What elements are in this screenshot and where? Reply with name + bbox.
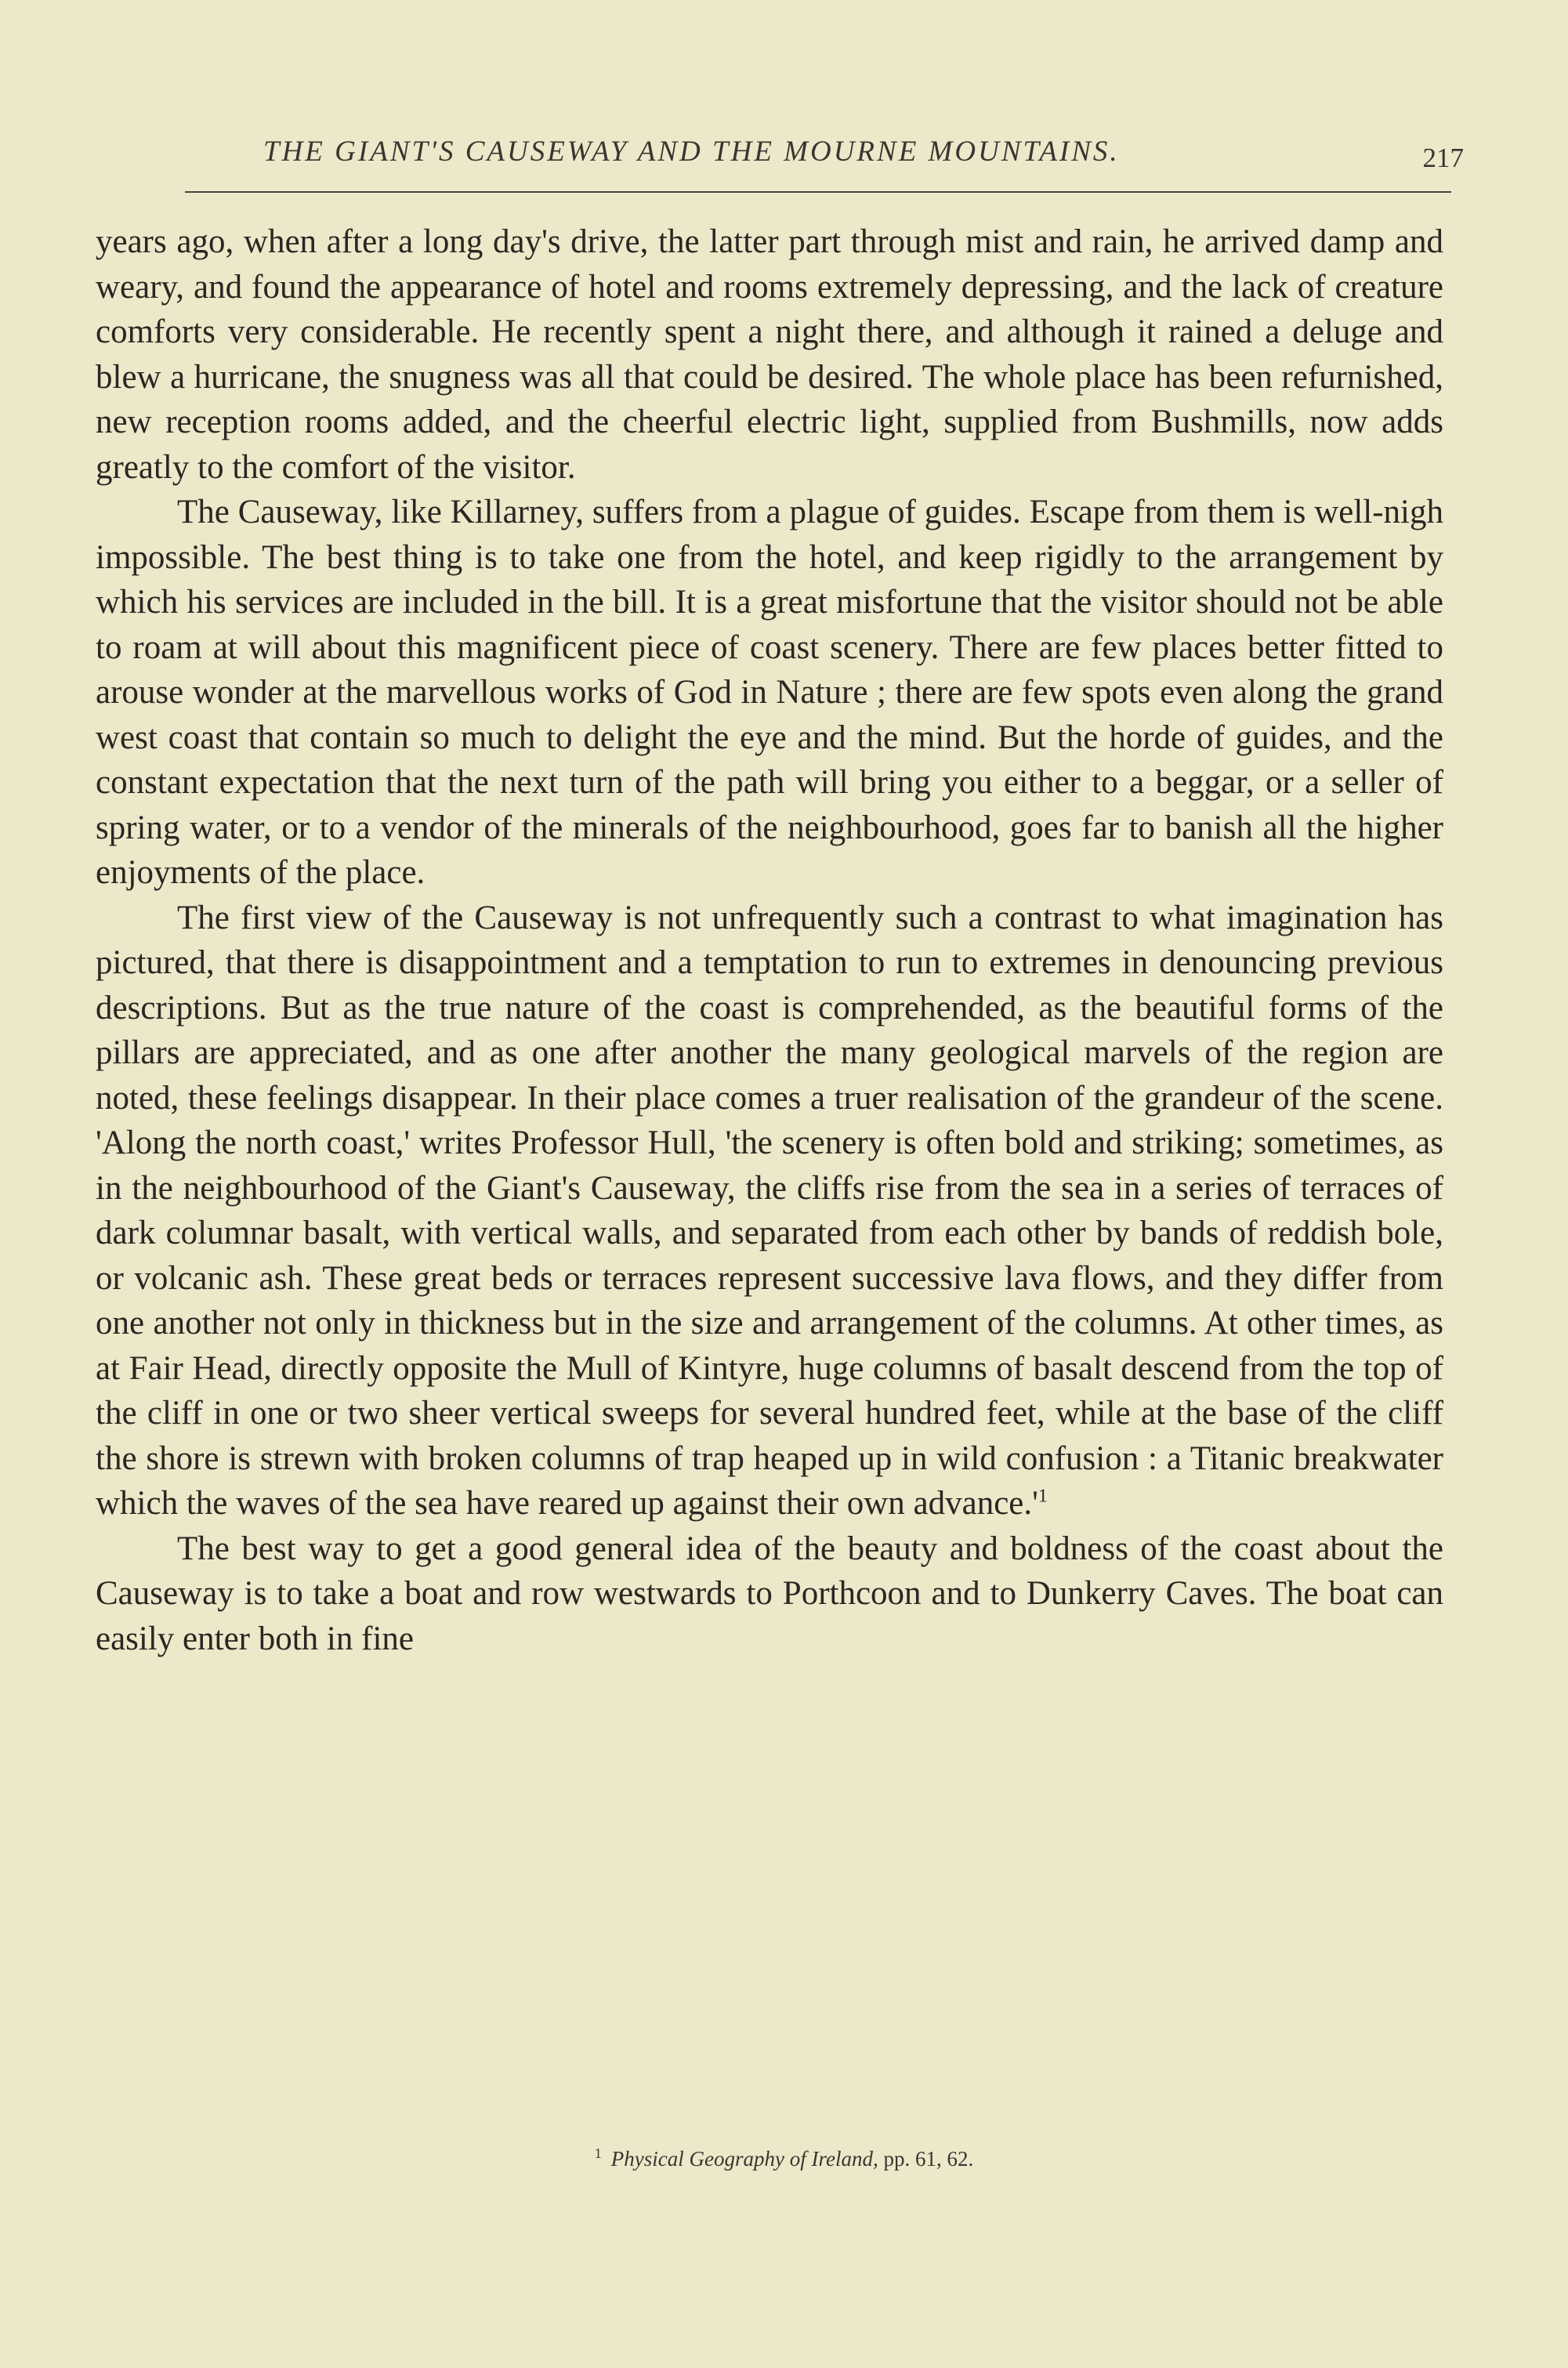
paragraph-text: The first view of the Causeway is not unfrequently such a contrast to what imagination has pictured, that there is disappointment and a temptation to run to extremes in denouncing previous descriptions. But as the true nature of the coast is comprehended, as the beautiful forms of the pillars are appreciated, and as one after another the many geological marvels of the region are noted, these feelings disappear. In their place comes a truer realisation of the grandeur of the scene. 'Along the north coast,' writes Professor Hull, 'the scenery is often bold and striking; sometimes, as in the neighbourhood of the Giant's Causeway, the cliffs rise from the sea in a series of terraces of dark columnar basalt, with vertical walls, and separated from each other by bands of reddish bole, or volcanic ash. These great beds or terraces represent successive lava flows, and they differ from one another not only in thickness but in the size and arrangement of the columns. At other times, as at Fair Head, directly opposite the Mull of Kintyre, huge columns of basalt descend from the top of the cliff in one or two sheer vertical sweeps for several hundred feet, while at the base of the cliff the shore is strewn with broken columns of trap heaped up in wild confusion : a Titanic breakwater which the waves of the sea have reared up against their own advance.' (96, 899, 1443, 1522)
paragraph-text: The best way to get a good general idea of the beauty and boldness of the coast about the Causeway is to take a boat and row westwards to Porthcoon and to Dunkerry Caves. The boat can easily enter both in fine (96, 1530, 1443, 1657)
paragraph-guides (96, 490, 1443, 896)
body-text (96, 219, 1443, 1661)
running-title: THE GIANT'S CAUSEWAY AND THE MOURNE MOUNTAINS. (263, 136, 1120, 168)
header-rule (185, 191, 1451, 193)
running-head (185, 135, 1548, 182)
paragraph-continued (96, 219, 1443, 490)
page-number: 217 (1422, 143, 1464, 173)
paragraph-first-view (96, 896, 1443, 1526)
paragraph-text: The Causeway, like Killarney, suffers from a plague of guides. Escape from them is well-nigh impossible. The best thing is to take one from the hotel, and keep rigidly to the arrangement by which his services are included in the bill. It is a great misfortune that the visitor should not be able to roam at will about this magnificent piece of coast scenery. There are few places better fitted to arouse wonder at the marvellous works of God in Nature ; there are few spots even along the grand west coast that contain so much to delight the eye and the mind. But the horde of guides, and the constant expectation that the next turn of the path will bring you either to a beggar, or a seller of spring water, or to a vendor of the minerals of the neighbourhood, goes far to banish all the higher enjoyments of the place. (96, 494, 1443, 891)
paragraph-text: years ago, when after a long day's drive, the latter part through mist and rain, he arrived damp and weary, and found the appearance of hotel and rooms extremely depressing, and the lack of creature comforts very considerable. He recently spent a night there, and although it rained a deluge and blew a hurricane, the snugness was all that could be desired. The whole place has been refurnished, new reception rooms added, and the cheerful electric light, supplied from Bushmills, now adds greatly to the comfort of the visitor. (96, 223, 1443, 486)
footnote-pages: pp. 61, 62. (883, 2147, 974, 2171)
footnote (0, 2145, 1568, 2171)
footnote-reference: 1 (1037, 1486, 1048, 1507)
footnote-work-title: Physical Geography of Ireland, (610, 2147, 878, 2171)
paragraph-best-way (96, 1526, 1443, 1662)
footnote-marker: 1 (594, 2145, 602, 2161)
